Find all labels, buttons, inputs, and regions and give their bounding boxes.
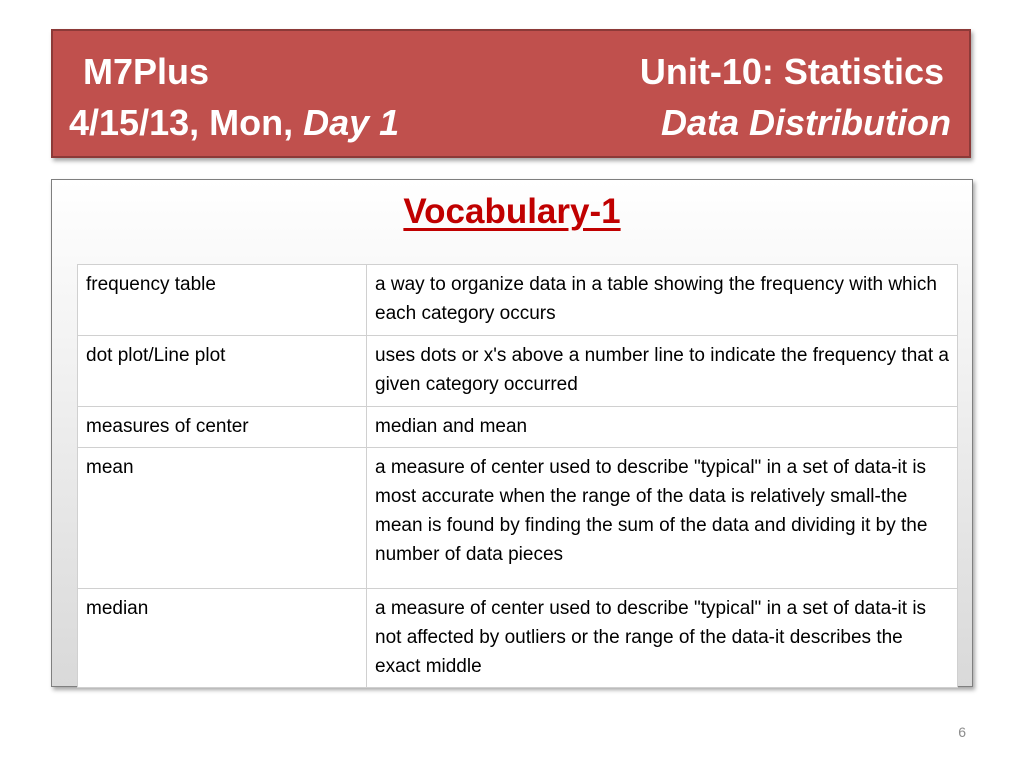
slide-header <box>51 29 971 158</box>
lesson-date <box>69 103 399 143</box>
vocabulary-title: Vocabulary-1 <box>403 192 621 231</box>
definition-cell: a measure of center used to describe "typical" in a set of data-it is most accurate when the range of the data is relatively small-the mean is found by finding the sum of the data and dividing it by the number of data pieces <box>367 448 958 589</box>
day-label: Day 1 <box>303 102 400 143</box>
definition-cell: median and mean <box>367 407 958 448</box>
vocabulary-table <box>77 264 958 688</box>
vocabulary-panel <box>51 179 973 687</box>
term-cell: dot plot/Line plot <box>78 336 367 407</box>
definition-cell: uses dots or x's above a number line to indicate the frequency that a given category occurred <box>367 336 958 407</box>
definition-cell: a measure of center used to describe "typical" in a set of data-it is not affected by outliers or the range of the data-it describes the exact middle <box>367 589 958 688</box>
course-name: M7Plus <box>83 51 210 92</box>
term-cell: frequency table <box>78 265 367 336</box>
term-cell: measures of center <box>78 407 367 448</box>
table-row <box>78 336 958 407</box>
term-cell: median <box>78 589 367 688</box>
table-row <box>78 589 958 688</box>
lesson-topic: Data Distribution <box>660 102 951 143</box>
definition-cell: a way to organize data in a table showing the frequency with which each category occurs <box>367 265 958 336</box>
date-text: 4/15/13, Mon, <box>69 102 304 143</box>
table-row <box>78 448 958 589</box>
table-row <box>78 265 958 336</box>
page-number: 6 <box>958 724 966 740</box>
term-cell: mean <box>78 448 367 589</box>
unit-title: Unit-10: Statistics <box>639 51 944 92</box>
table-row <box>78 407 958 448</box>
